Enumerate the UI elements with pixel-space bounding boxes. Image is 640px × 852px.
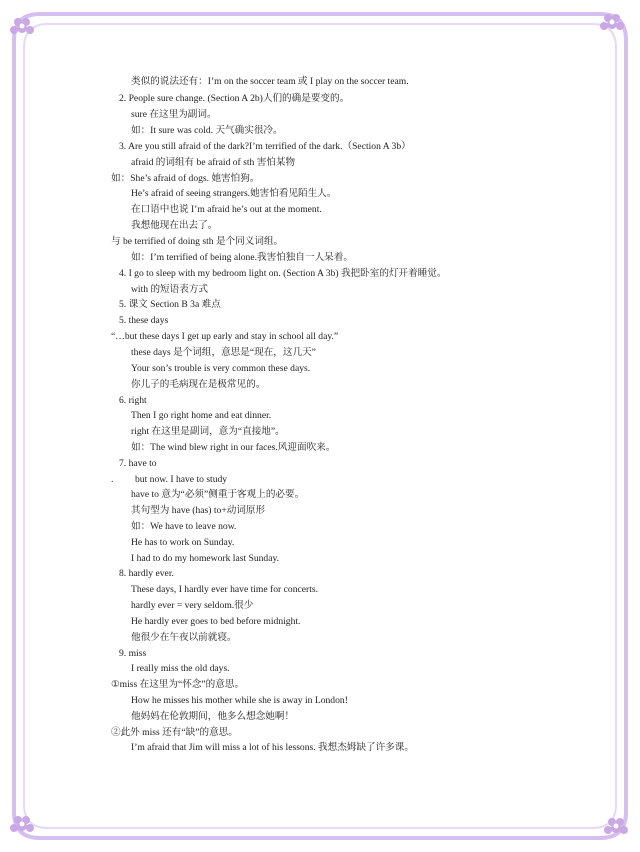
text-line: “…but these days I get up early and stay in school all day.” bbox=[111, 331, 339, 342]
text-line: 如：The wind blew right in our faces.风迎面吹来。 bbox=[131, 442, 336, 453]
text-line: 如：We have to leave now. bbox=[131, 521, 237, 532]
text-line: He has to work on Sunday. bbox=[131, 537, 235, 548]
text-line: . bbox=[111, 474, 114, 485]
text-line: I’m afraid that Jim will miss a lot of his lessons. 我想杰姆缺了许多课。 bbox=[131, 742, 414, 753]
text-line: 6. right bbox=[119, 395, 147, 406]
text-line: How he misses his mother while she is away in London! bbox=[131, 695, 348, 706]
text-line: He’s afraid of seeing strangers.她害怕看见陌生人。 bbox=[131, 188, 337, 199]
text-line: hardly ever = very seldom.很少 bbox=[131, 600, 254, 611]
text-line: 3. Are you still afraid of the dark?I’m terrified of the dark.（Section A 3b） bbox=[119, 141, 411, 152]
text-line: with 的短语表方式 bbox=[131, 284, 209, 295]
text-line: 5. 课文 Section B 3a 难点 bbox=[119, 299, 221, 310]
text-line: Then I go right home and eat dinner. bbox=[131, 410, 272, 421]
text-line: 你儿子的毛病现在是极常见的。 bbox=[131, 379, 266, 390]
text-line: ②此外 miss 还有“缺”的意思。 bbox=[111, 727, 238, 738]
text-line: 2. People sure change. (Section A 2b)人们的确是要变的。 bbox=[119, 93, 350, 104]
text-line: These days, I hardly ever have time for concerts. bbox=[131, 584, 318, 595]
text-line: 我想他现在出去了。 bbox=[131, 220, 218, 231]
text-line: right 在这里是副词，意为“直接地”。 bbox=[131, 426, 285, 437]
text-line: 如：I’m terrified of being alone.我害怕独自一人呆着。 bbox=[131, 252, 353, 263]
text-line: afraid 的词组有 be afraid of sth 害怕某物 bbox=[131, 157, 296, 168]
text-line: but now. I have to study bbox=[135, 474, 228, 485]
text-line: 4. I go to sleep with my bedroom light on. (Section A 3b) 我把卧室的灯开着睡觉。 bbox=[119, 268, 447, 279]
text-line: He hardly ever goes to bed before midnight. bbox=[131, 616, 301, 627]
text-line: 7. have to bbox=[119, 458, 157, 469]
text-line: 其句型为 have (has) to+动词原形 bbox=[131, 505, 266, 516]
text-line: 类似的说法还有：I’m on the soccer team 或 I play on the soccer team. bbox=[131, 76, 409, 87]
text-line: 如：She’s afraid of dogs. 她害怕狗。 bbox=[111, 173, 260, 184]
text-line: sure 在这里为副词。 bbox=[131, 109, 217, 120]
text-line: 如：It sure was cold. 天气确实很冷。 bbox=[131, 125, 283, 136]
text-line: Your son’s trouble is very common these days. bbox=[131, 363, 311, 374]
text-line: 9. miss bbox=[119, 648, 147, 659]
text-line: 与 be terrified of doing sth 是个同义词组。 bbox=[111, 236, 284, 247]
text-line: I had to do my homework last Sunday. bbox=[131, 553, 280, 564]
text-line: 他妈妈在伦敦期间，他多么想念她啊！ bbox=[131, 711, 295, 722]
text-line: have to 意为“必须”侧重于客观上的必要。 bbox=[131, 489, 305, 500]
text-line: these days 是个词组，意思是“现在，这几天” bbox=[131, 347, 316, 358]
text-line: 在口语中也说 I’m afraid he’s out at the moment. bbox=[131, 204, 322, 215]
text-line: 8. hardly ever. bbox=[119, 568, 174, 579]
text-line: I really miss the old days. bbox=[131, 663, 230, 674]
text-line: 他很少在午夜以前就寝。 bbox=[131, 632, 237, 643]
text-line: 5. these days bbox=[119, 315, 169, 326]
text-line: ①miss 在这里为“怀念”的意思。 bbox=[111, 679, 245, 690]
